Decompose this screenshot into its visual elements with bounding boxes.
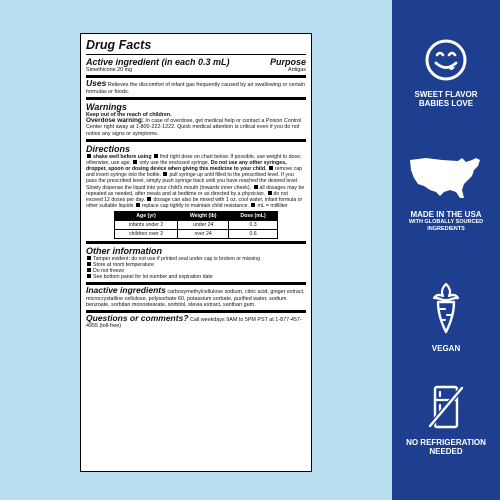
bullet-icon — [87, 256, 91, 260]
table-cell: infants under 2 — [115, 220, 178, 229]
feature-title: MADE IN THE USA — [410, 210, 482, 219]
other-info-item: Tamper evident: do not use if printed seal under cap is broken or missing — [93, 255, 260, 262]
list-item — [86, 274, 306, 280]
other-info-item: Store at room temperature — [93, 262, 154, 269]
active-ingredient-header — [86, 57, 306, 67]
warnings-heading: Warnings — [86, 101, 127, 112]
directions-replace-cap: replace cap tightly to maintain child resistance. — [141, 202, 250, 209]
bullet-icon — [87, 154, 91, 158]
directions-do-not-use: Do not use any other syringes, dropper, spoon or dosing device when giving this medicine to your child. — [86, 160, 287, 173]
divider — [86, 75, 306, 78]
directions-shake: shake well before using — [93, 154, 152, 161]
bullet-icon — [251, 203, 255, 207]
usa-map-icon — [406, 152, 486, 204]
table-cell: 0.6 — [229, 229, 278, 238]
refrigerator-icon — [426, 384, 466, 430]
table-row — [115, 220, 278, 229]
questions-text: Call weekdays 9AM to 5PM PST at 1-877-457-4955 (toll-free) — [86, 317, 302, 330]
bullet-icon — [87, 262, 91, 266]
purpose-value: Antigas — [288, 67, 306, 73]
bullet-icon — [254, 185, 258, 189]
directions-find-dose: find right dose on chart below. If possible, use weight to dose; otherwise, use age. — [86, 154, 302, 167]
bullet-icon — [269, 166, 273, 170]
active-ingredient-row — [86, 67, 306, 73]
feature-title: NO REFRIGERATION NEEDED — [406, 438, 486, 456]
other-info-list — [86, 256, 306, 280]
keep-out-text: Keep out of the reach of children. — [86, 111, 172, 118]
inactive-text: carboxymethylcellulose sodium, citric acid, ginger extract, microcrystalline cellulose, polysorbate 60, potassium sorbate, purified water, sodium benzoate, sorbitan monostearate, sorbitol, stevia extract, xanthan gum. — [86, 289, 305, 308]
uses-heading: Uses — [86, 78, 107, 89]
smiley-face-icon — [424, 38, 468, 82]
active-ingredient-heading: Active ingredient (in each 0.3 mL) — [86, 57, 230, 67]
feature-sweet-flavor — [392, 38, 500, 108]
table-cell: under 24 — [178, 220, 229, 229]
bullet-icon — [136, 203, 140, 207]
questions-heading: Questions or comments? — [86, 313, 189, 324]
questions-section — [86, 315, 306, 330]
drug-facts-label — [80, 33, 312, 472]
inactive-heading: Inactive ingredients — [86, 285, 166, 296]
divider — [86, 97, 306, 100]
divider — [86, 54, 306, 55]
directions-syringe-only: only use the enclosed syringe. — [139, 160, 210, 167]
overdose-heading: Overdose warning: — [86, 117, 144, 125]
directions-remove-cap: remove cap and insert syringe into the bottle. — [86, 166, 302, 179]
bullet-icon — [133, 160, 137, 164]
uses-text: Relieves the discomfort of infant gas frequently caused by air swallowing or certain formulas or foods. — [86, 82, 305, 95]
divider — [86, 241, 306, 244]
overdose-warning — [86, 118, 306, 137]
directions-text — [86, 154, 306, 209]
directions-heading: Directions — [86, 144, 131, 155]
purpose-heading: Purpose — [269, 57, 306, 67]
feature-title: SWEET FLAVOR BABIES LOVE — [414, 90, 478, 108]
directions-mix: dosage can also be mixed with 1 oz. cool water, infant formula or other suitable liquids — [86, 196, 303, 209]
directions-ml-note: mL = milliliter — [257, 202, 288, 209]
directions-repeat: all dosages may be repeated as needed, after meals and at bedtime or as directed by a physician. — [86, 184, 305, 197]
bullet-icon — [147, 197, 151, 201]
table-header-age: Age (yr) — [115, 211, 178, 220]
other-info-heading: Other information — [86, 245, 162, 256]
carrot-icon — [428, 282, 464, 334]
feature-made-in-usa — [392, 152, 500, 232]
table-header-weight: Weight (lb) — [178, 211, 229, 220]
overdose-text: In case of overdose, get medical help or contact a Poison Control Center right away at 1-800-222-1222. Quick medical attention is critical even if you do not notice any signs or symptoms. — [86, 118, 302, 137]
feature-title: VEGAN — [431, 344, 461, 353]
bullet-icon — [163, 172, 167, 176]
bullet-icon — [154, 154, 158, 158]
bullet-icon — [87, 268, 91, 272]
feature-subtitle: WITH GLOBALLY SOURCED INGREDIENTS — [408, 219, 484, 232]
label-title: Drug Facts — [86, 38, 152, 52]
bullet-icon — [268, 191, 272, 195]
table-header-dose: Dose (mL) — [229, 211, 278, 220]
uses-section — [86, 80, 306, 95]
table-cell: children over 2 — [115, 229, 178, 238]
feature-no-refrigeration — [392, 384, 500, 456]
active-ingredient-value: Simethicone 20 mg — [86, 67, 133, 73]
dosing-table — [114, 211, 278, 239]
divider — [86, 139, 306, 142]
inactive-section — [86, 287, 306, 308]
table-cell: over 24 — [178, 229, 229, 238]
table-row — [115, 229, 278, 238]
directions-pull-syringe: pull syringe up until filled to the prescribed level. If you pass the prescribed level, simply push syringe back until you have reached the desired level. Slowly dispense the liquid into your child's mouth (towards inner cheek). — [86, 172, 299, 191]
other-info-item: Do not freeze — [93, 268, 125, 275]
bullet-icon — [87, 274, 91, 278]
feature-vegan — [392, 282, 500, 353]
other-info-item: See bottom panel for lot number and expiration date — [93, 274, 213, 281]
table-cell: 0.3 — [229, 220, 278, 229]
directions-max-doses: do not exceed 12 doses per day. — [86, 190, 288, 203]
